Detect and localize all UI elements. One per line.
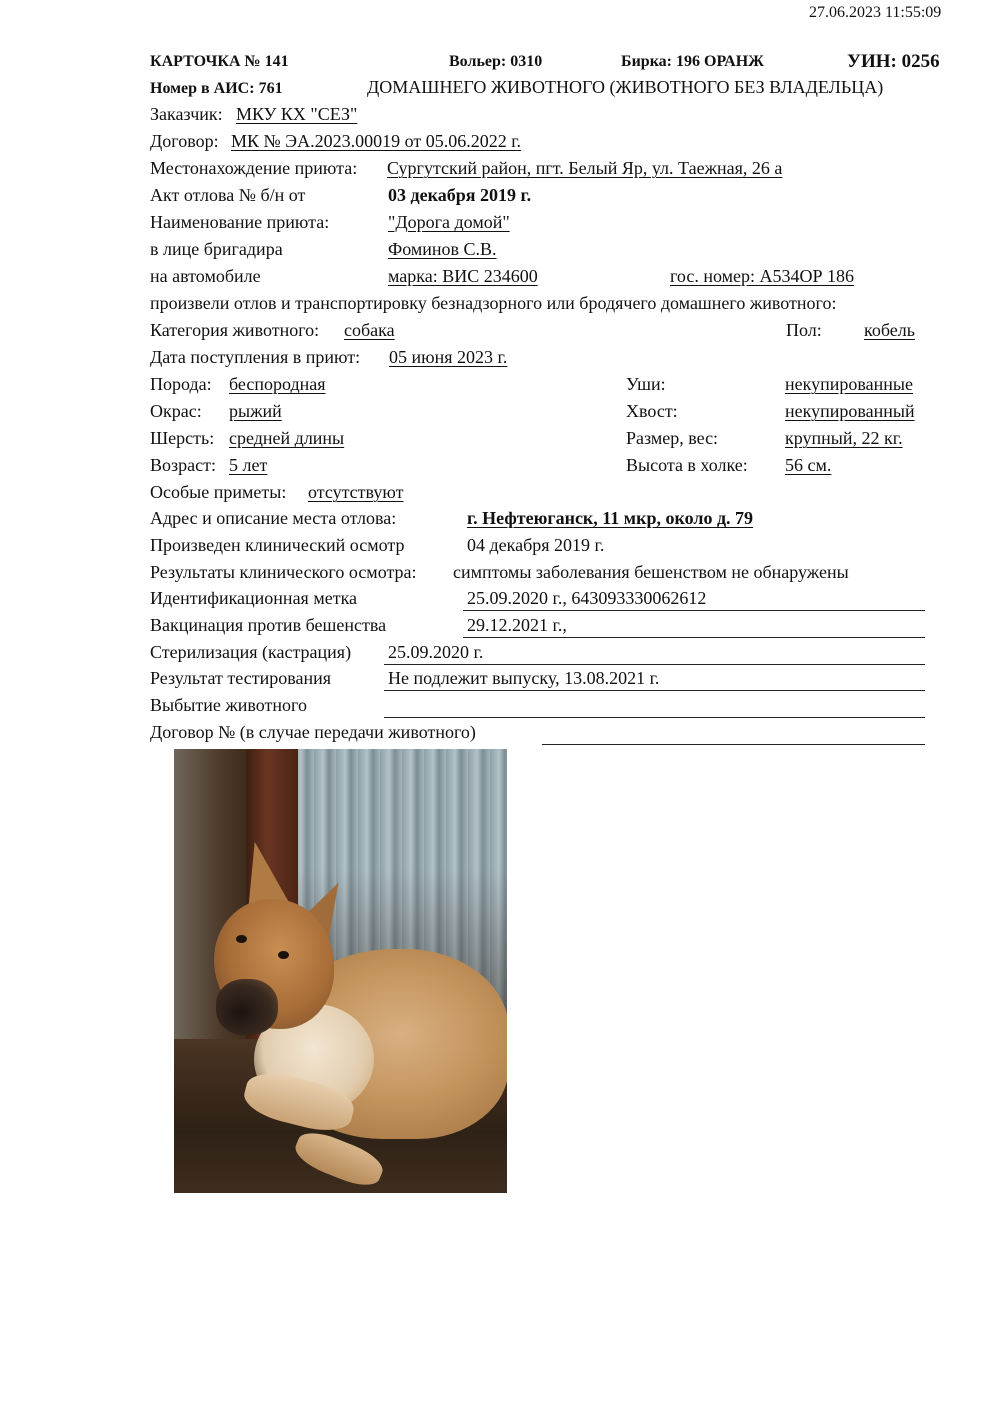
arrival-value: 05 июня 2023 г.: [389, 347, 508, 367]
foreman-value: Фоминов С.В.: [388, 239, 497, 259]
vehicle-label: на автомобиле: [150, 266, 261, 286]
sterilization-underline: [384, 664, 925, 665]
vaccination-label: Вакцинация против бешенства: [150, 615, 387, 635]
breed-label: Порода:: [150, 374, 212, 394]
vehicle-make: марка: ВИС 234600: [388, 266, 538, 286]
enclosure-number: Вольер: 0310: [449, 53, 543, 70]
ears-value: некупированные: [785, 374, 913, 394]
shelter-name-value: "Дорога домой": [388, 212, 510, 232]
color-label: Окрас:: [150, 401, 202, 421]
category-value: собака: [344, 320, 395, 340]
dog-muzzle: [216, 979, 278, 1035]
card-subtitle: ДОМАШНЕГО ЖИВОТНОГО (ЖИВОТНОГО БЕЗ ВЛАДЕЛЬЦА): [367, 77, 884, 97]
ais-number: Номер в АИС: 761: [150, 80, 283, 97]
age-label: Возраст:: [150, 455, 216, 475]
transfer-contract-underline: [542, 744, 925, 745]
print-timestamp: 27.06.2023 11:55:09: [809, 4, 942, 21]
ears-label: Уши:: [626, 374, 666, 394]
card-number: КАРТОЧКА № 141: [150, 53, 289, 70]
uin-number: УИН: 0256: [847, 51, 940, 72]
foreman-label: в лице бригадира: [150, 239, 283, 259]
customer-value: МКУ КХ "СЕЗ": [236, 104, 358, 124]
size-value: крупный, 22 кг.: [785, 428, 903, 448]
tail-label: Хвост:: [626, 401, 678, 421]
height-value: 56 см.: [785, 455, 832, 475]
id-mark-label: Идентификационная метка: [150, 588, 358, 608]
animal-photo: [174, 749, 507, 1193]
vehicle-plate: гос. номер: А534ОР 186: [670, 266, 855, 286]
exam-value: 04 декабря 2019 г.: [467, 535, 605, 555]
capture-act-value: 03 декабря 2019 г.: [388, 185, 532, 205]
height-label: Высота в холке:: [626, 455, 748, 475]
capture-address-value: г. Нефтеюганск, 11 мкр, около д. 79: [467, 508, 754, 528]
dog-eye-left: [236, 935, 247, 943]
customer-label: Заказчик:: [150, 104, 223, 124]
sex-label: Пол:: [786, 320, 822, 340]
contract-label: Договор:: [150, 131, 219, 151]
dog-eye-right: [278, 951, 289, 959]
color-value: рыжий: [229, 401, 282, 421]
contract-value: МК № ЭА.2023.00019 от 05.06.2022 г.: [231, 131, 522, 151]
exam-results-value: симптомы заболевания бешенством не обнаружены: [453, 562, 849, 582]
departure-label: Выбытие животного: [150, 695, 307, 715]
id-mark-value: 25.09.2020 г., 643093330062612: [467, 588, 707, 608]
arrival-label: Дата поступления в приют:: [150, 347, 361, 367]
exam-label: Произведен клинический осмотр: [150, 535, 405, 555]
sex-value: кобель: [864, 320, 915, 340]
capture-address-label: Адрес и описание места отлова:: [150, 508, 397, 528]
departure-underline: [384, 717, 925, 718]
marks-label: Особые приметы:: [150, 482, 287, 502]
sterilization-label: Стерилизация (кастрация): [150, 642, 352, 662]
transfer-contract-label: Договор № (в случае передачи животного): [150, 722, 476, 742]
coat-label: Шерсть:: [150, 428, 215, 448]
marks-value: отсутствуют: [308, 482, 404, 502]
vaccination-value: 29.12.2021 г.,: [467, 615, 567, 635]
sterilization-value: 25.09.2020 г.: [388, 642, 484, 662]
shelter-name-label: Наименование приюта:: [150, 212, 330, 232]
capture-act-label: Акт отлова № б/н от: [150, 185, 306, 205]
size-label: Размер, вес:: [626, 428, 719, 448]
id-mark-underline: [463, 610, 925, 611]
tail-value: некупированный: [785, 401, 915, 421]
test-result-value: Не подлежит выпуску, 13.08.2021 г.: [388, 668, 660, 688]
shelter-location-value: Сургутский район, пгт. Белый Яр, ул. Таежная, 26 а: [387, 158, 783, 178]
shelter-location-label: Местонахождение приюта:: [150, 158, 358, 178]
exam-results-label: Результаты клинического осмотра:: [150, 562, 417, 582]
capture-statement: произвели отлов и транспортировку безнадзорного или бродячего домашнего животного:: [150, 293, 837, 313]
category-label: Категория животного:: [150, 320, 320, 340]
coat-value: средней длины: [229, 428, 345, 448]
tag-number: Бирка: 196 ОРАНЖ: [621, 53, 764, 70]
age-value: 5 лет: [229, 455, 268, 475]
test-result-label: Результат тестирования: [150, 668, 331, 688]
test-result-underline: [384, 690, 925, 691]
vaccination-underline: [463, 637, 925, 638]
breed-value: беспородная: [229, 374, 326, 394]
